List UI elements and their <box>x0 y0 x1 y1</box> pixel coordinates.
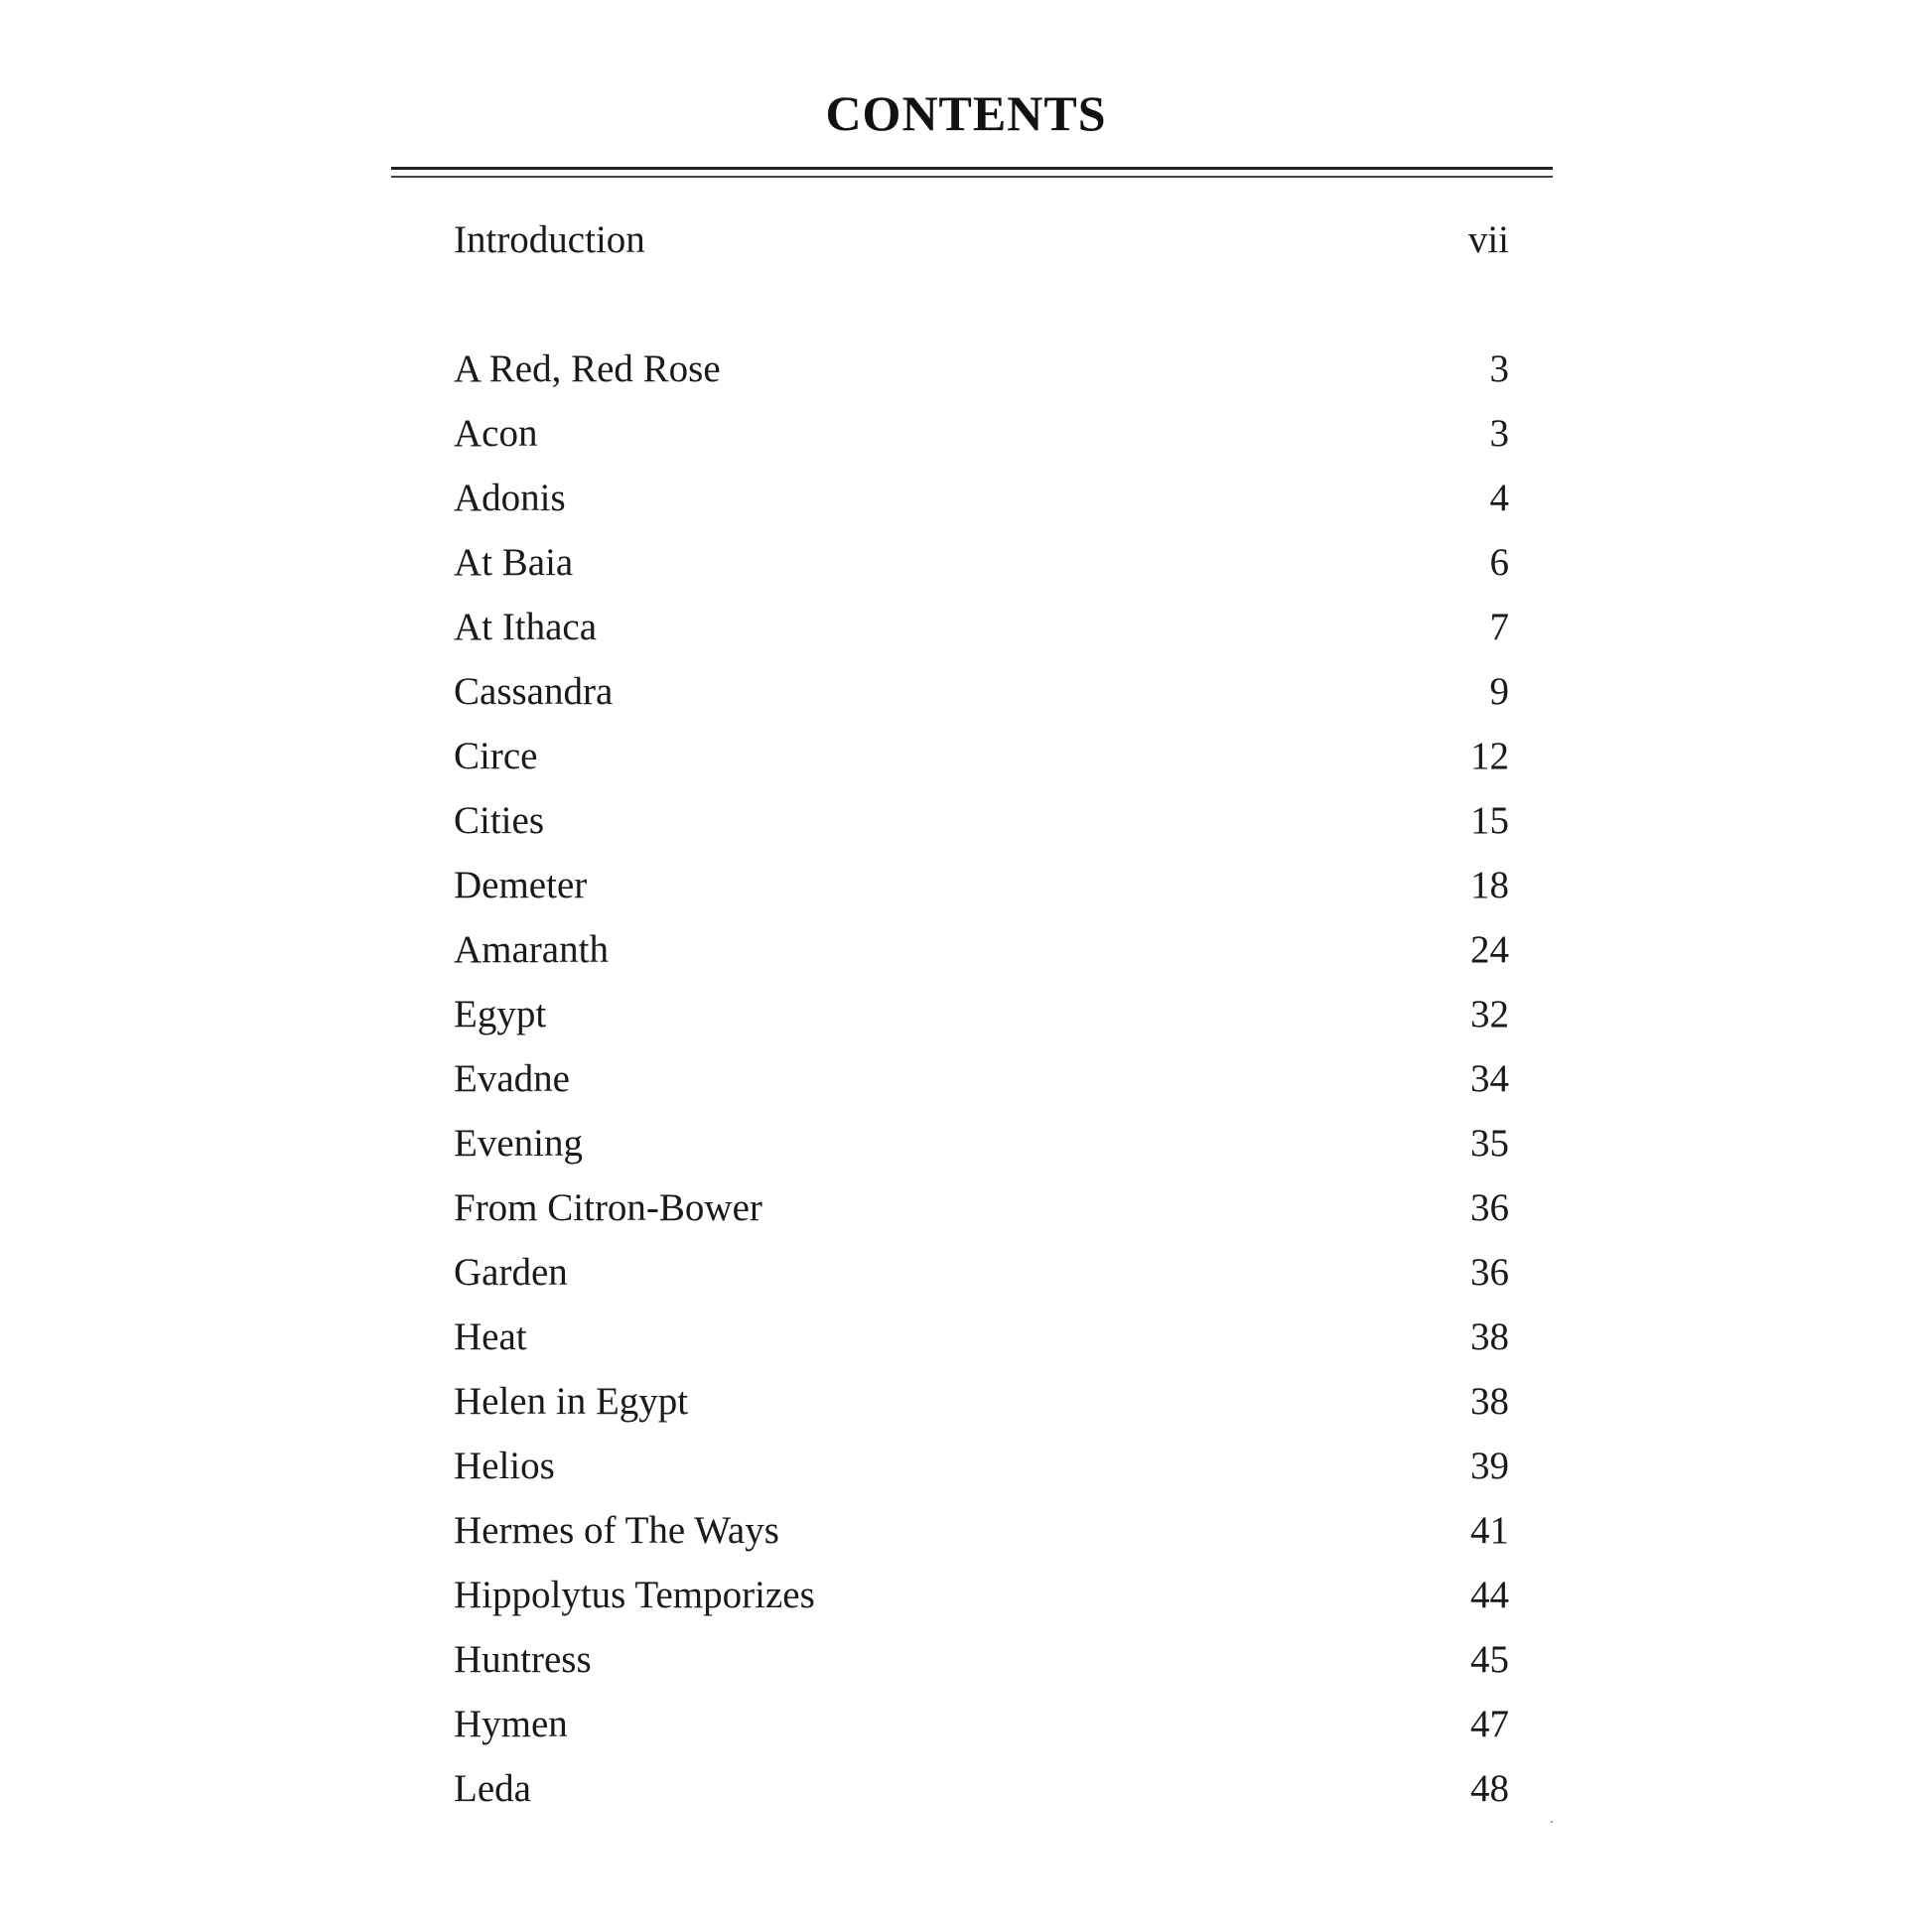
toc-entry[interactable] <box>454 1568 1509 1623</box>
toc-entry-page: 38 <box>1470 1380 1509 1423</box>
toc-entry-title: Introduction <box>454 218 645 261</box>
toc-entry[interactable] <box>454 729 1509 784</box>
scan-speck <box>1551 1821 1553 1823</box>
toc-entry-title: Leda <box>454 1767 531 1810</box>
toc-entry-page: 32 <box>1470 993 1509 1035</box>
toc-entry-page: 36 <box>1470 1251 1509 1294</box>
toc-entry[interactable] <box>454 1503 1509 1559</box>
toc-entry-page: 12 <box>1470 735 1509 777</box>
toc-entry-title: Evadne <box>454 1057 570 1100</box>
toc-entry[interactable] <box>454 600 1509 655</box>
toc-entry-page: 39 <box>1470 1445 1509 1487</box>
toc-entry-title: Hymen <box>454 1703 568 1745</box>
toc-entry-page: 4 <box>1489 477 1509 519</box>
toc-entry-title: Helen in Egypt <box>454 1380 689 1423</box>
toc-entry[interactable] <box>454 342 1509 397</box>
toc-entry-title: Amaranth <box>454 928 609 971</box>
toc-entry-title: Cities <box>454 799 545 842</box>
toc-entry[interactable] <box>454 535 1509 591</box>
toc-entry[interactable] <box>454 922 1509 978</box>
toc-entry[interactable] <box>454 1374 1509 1430</box>
toc-entry-title: From Citron-Bower <box>454 1186 762 1229</box>
toc-entry-title: Demeter <box>454 864 588 906</box>
toc-entry-page: 3 <box>1489 412 1509 455</box>
toc-entry-title: Huntress <box>454 1638 592 1681</box>
toc-entry-title: Helios <box>454 1445 555 1487</box>
toc-entry-title: Egypt <box>454 993 547 1035</box>
toc-entry-page: 24 <box>1470 928 1509 971</box>
toc-entry-page: 35 <box>1470 1122 1509 1165</box>
toc-entry[interactable] <box>454 664 1509 720</box>
page-title: CONTENTS <box>825 85 1107 141</box>
toc-entry[interactable] <box>454 1051 1509 1107</box>
toc-entry-title: Garden <box>454 1251 568 1294</box>
toc-entry[interactable] <box>454 1697 1509 1752</box>
toc-entry[interactable] <box>454 406 1509 462</box>
toc-entry-title: Hermes of The Ways <box>454 1509 779 1552</box>
toc-entry-page: 3 <box>1489 347 1509 390</box>
toc-entry-title: Evening <box>454 1122 583 1165</box>
toc-entry-page: 47 <box>1470 1703 1509 1745</box>
toc-entry-title: Heat <box>454 1315 527 1358</box>
toc-entry[interactable] <box>454 858 1509 913</box>
toc-entry-page: 7 <box>1489 606 1509 648</box>
toc-entry[interactable] <box>454 1245 1509 1301</box>
toc-entry[interactable] <box>454 1180 1509 1236</box>
toc-entry-page: 36 <box>1470 1186 1509 1229</box>
toc-entry[interactable] <box>454 1632 1509 1688</box>
toc-entry[interactable] <box>454 1310 1509 1365</box>
toc-entry-introduction[interactable] <box>454 212 1509 268</box>
toc-entry-title: At Baia <box>454 541 574 584</box>
toc-entry-page: 34 <box>1470 1057 1509 1100</box>
toc-entry-page: 38 <box>1470 1315 1509 1358</box>
title-rule-top <box>391 167 1553 170</box>
toc-entry-title: At Ithaca <box>454 606 598 648</box>
toc-entry-title: A Red, Red Rose <box>454 347 721 390</box>
toc-entry-page: 9 <box>1489 670 1509 713</box>
toc-entry-page: 6 <box>1489 541 1509 584</box>
toc-entry-title: Cassandra <box>454 670 614 713</box>
toc-entry-title: Hippolytus Temporizes <box>454 1574 815 1616</box>
toc-entry-page: 18 <box>1470 864 1509 906</box>
toc-entry-page: vii <box>1467 218 1509 261</box>
toc-entry[interactable] <box>454 1439 1509 1494</box>
toc-entry[interactable] <box>454 1761 1509 1817</box>
toc-entry-page: 41 <box>1470 1509 1509 1552</box>
toc-entry-title: Acon <box>454 412 538 455</box>
toc-entry-page: 48 <box>1470 1767 1509 1810</box>
toc-entry-page: 45 <box>1470 1638 1509 1681</box>
toc-entry[interactable] <box>454 1116 1509 1172</box>
toc-entry[interactable] <box>454 471 1509 526</box>
toc-entry-title: Adonis <box>454 477 566 519</box>
toc-entry-page: 15 <box>1470 799 1509 842</box>
toc-entry[interactable] <box>454 987 1509 1042</box>
toc-entry-title: Circe <box>454 735 538 777</box>
toc-entry[interactable] <box>454 793 1509 849</box>
title-rule-bottom <box>391 176 1553 178</box>
toc-entry-page: 44 <box>1470 1574 1509 1616</box>
